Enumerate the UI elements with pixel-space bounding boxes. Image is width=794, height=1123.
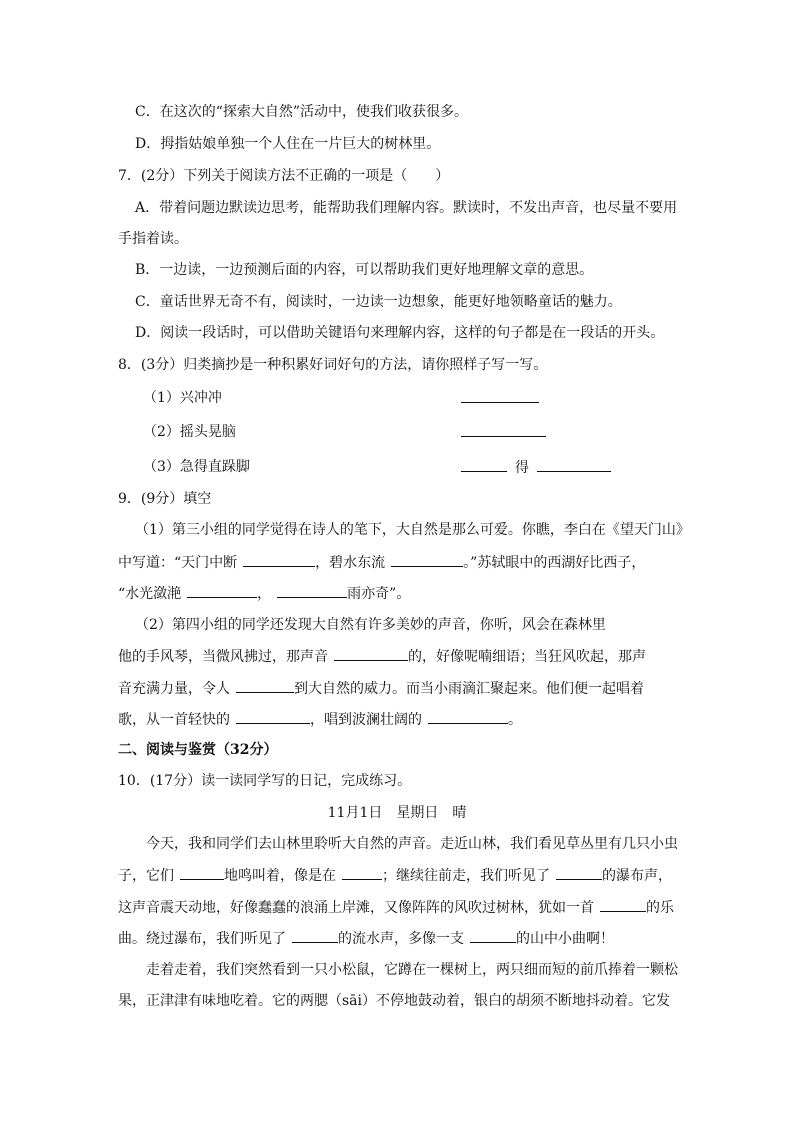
q9-blank-5[interactable] xyxy=(334,646,408,661)
q8-item1-answer[interactable] xyxy=(461,388,539,409)
q8-item2-answer[interactable] xyxy=(461,422,546,443)
q9-p1-line1: （1）第三小组的同学觉得在诗人的笔下，大自然是那么可爱。你瞧，李白在《望天门山》 xyxy=(135,522,690,538)
q8-item1: （1）兴冲冲 xyxy=(143,390,222,406)
q10-blank-2[interactable] xyxy=(342,865,382,880)
q8-stem: 8．(3分）归类摘抄是一种积累好词好句的方法，请你照样子写一写。 xyxy=(118,357,548,373)
q10-p2-line1: 走着走着，我们突然看到一只小松鼠，它蹲在一棵树上，两只细而短的前爪捧着一颗松 xyxy=(146,962,678,978)
q10-blank-4[interactable] xyxy=(600,897,646,912)
q9-p2-line1: （2）第四小组的同学还发现大自然有许多美妙的声音，你听，风会在森林里 xyxy=(135,617,606,633)
q8-item3: （3）急得直跺脚 xyxy=(143,459,250,475)
q9-blank-4[interactable] xyxy=(277,583,347,598)
q9-blank-8[interactable] xyxy=(428,709,508,724)
q9-p2-line4: 歌，从一首轻快的 ，唱到波澜壮阔的 。 xyxy=(118,709,522,730)
q6-option-d: D．拇指姑娘单独一个人住在一片巨大的树林里。 xyxy=(135,136,441,152)
q9-blank-7[interactable] xyxy=(236,709,310,724)
q6-option-c: C．在这次的“探索大自然”活动中，使我们收获很多。 xyxy=(135,104,469,120)
q7-option-d: D．阅读一段话时，可以借助关键语句来理解内容，这样的句子都是在一段话的开头。 xyxy=(135,325,665,341)
q10-p1-line4: 曲。绕过瀑布，我们听见了 的流水声，多像一支 的山中小曲啊！ xyxy=(118,928,614,949)
q9-blank-6[interactable] xyxy=(236,678,294,693)
q7-stem: 7．(2分）下列关于阅读方法不正确的一项是（ ） xyxy=(118,168,450,184)
q10-p1-line3: 这声音震天动地，好像蠢蠢的浪涌上岸滩，又像阵阵的风吹过树林，犹如一首 的乐 xyxy=(118,897,674,918)
q10-blank-1[interactable] xyxy=(180,865,224,880)
q10-blank-3[interactable] xyxy=(556,865,602,880)
q8-item3-mid: 得 xyxy=(515,460,529,476)
q7-option-b: B．一边读，一边预测后面的内容，可以帮助我们更好地理解文章的意思。 xyxy=(135,262,594,278)
q9-stem: 9．(9分）填空 xyxy=(118,491,212,507)
q9-p1-line3: “水光潋滟 ， 雨亦奇”。 xyxy=(118,583,410,604)
q8-item3-answer[interactable] xyxy=(461,457,611,478)
q9-p2-line3: 音充满力量，令人 到大自然的威力。而当小雨滴汇聚起来。他们便一起唱着 xyxy=(118,678,644,699)
section2-title: 二、阅读与鉴赏（32分） xyxy=(118,742,278,758)
q9-blank-2[interactable] xyxy=(391,552,463,567)
q7-option-a-line1: A．带着问题边默读边思考，能帮助我们理解内容。默读时，不发出声音，也尽量不要用 xyxy=(135,200,678,216)
q9-blank-3[interactable] xyxy=(187,583,257,598)
q7-option-a-line2: 手指着读。 xyxy=(118,231,188,247)
q10-p1-line1: 今天，我和同学们去山林里聆听大自然的声音。走近山林，我们看见草丛里有几只小虫 xyxy=(146,836,678,852)
q9-p1-line2: 中写道：“天门中断 ，碧水东流 。”苏轼眼中的西湖好比西子， xyxy=(118,552,645,573)
q10-p2-line2: 果，正津津有味地吃着。它的两腮（sāi）不停地鼓动着，银白的胡须不断地抖动着。它发 xyxy=(118,993,671,1009)
q7-option-c: C．童话世界无奇不有，阅读时，一边读一边想象，能更好地领略童话的魅力。 xyxy=(135,294,622,310)
diary-date: 11月1日 星期日 晴 xyxy=(327,805,467,821)
q10-blank-5[interactable] xyxy=(292,928,338,943)
q9-p2-line2: 他的手风琴，当微风拂过，那声音 的，好像呢喃细语；当狂风吹起，那声 xyxy=(118,646,646,667)
q8-item2: （2）摇头晃脑 xyxy=(143,424,236,440)
q10-stem: 10．(17分）读一读同学写的日记，完成练习。 xyxy=(118,773,412,789)
q10-p1-line2: 子，它们 地鸣叫着，像是在 ；继续往前走，我们听见了 的瀑布声， xyxy=(118,865,672,886)
q9-blank-1[interactable] xyxy=(243,552,315,567)
q10-blank-6[interactable] xyxy=(470,928,516,943)
